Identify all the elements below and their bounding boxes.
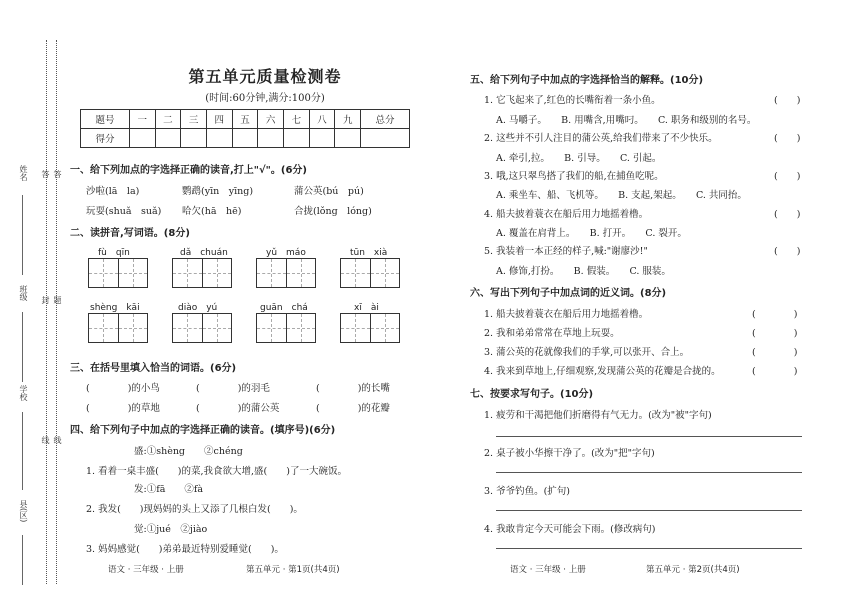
answer-paren[interactable]: ( ) <box>774 133 801 144</box>
score-cell[interactable] <box>232 129 258 148</box>
score-cell[interactable] <box>335 129 361 148</box>
answer-options[interactable]: A. 修饰,打扮。 B. 假装。 C. 服装。 <box>496 266 671 277</box>
section-1-title: 一、给下列加点的字选择正确的读音,打上"√"。(6分) <box>70 165 307 176</box>
pronunciation-options: 盛:①shèng ②chéng <box>134 446 243 457</box>
question-mark: 题 <box>53 296 62 304</box>
score-header-cell: 二 <box>155 110 181 129</box>
pinyin-label: shèng kāi <box>90 303 140 313</box>
question-sentence: 2. 我和弟弟常常在草地上玩耍。 <box>484 328 620 339</box>
question-sentence: 1. 船夫披着蓑衣在船后用力地摇着橹。 <box>484 309 649 320</box>
class-writing-line <box>22 312 23 382</box>
score-header-cell: 八 <box>309 110 335 129</box>
pinyin-label: tūn xià <box>350 248 388 258</box>
section-4-title: 四、给下列句子中加点的字选择正确的读音。(填序号)(6分) <box>70 425 336 436</box>
score-header-cell: 五 <box>232 110 258 129</box>
score-header-cell: 一 <box>129 110 155 129</box>
score-header-cell: 六 <box>258 110 284 129</box>
pinyin-label: diào yú <box>178 303 218 313</box>
question-sentence[interactable]: 2. 我发( )现妈妈的头上又添了几根白发( )。 <box>86 504 303 515</box>
section-2-title: 二、读拼音,写词语。(8分) <box>70 228 190 239</box>
score-cell[interactable] <box>129 129 155 148</box>
school-writing-line <box>22 412 23 490</box>
score-cell[interactable] <box>284 129 310 148</box>
answer-paren[interactable]: ( ) <box>774 171 801 182</box>
answer-options[interactable]: A. 覆盖在肩背上。 B. 打开。 C. 裂开。 <box>496 228 687 239</box>
binding-dotted-line-outer <box>46 40 47 584</box>
sec1-item[interactable]: 蒲公英(bú pú) <box>294 186 364 197</box>
question-sentence[interactable]: 1. 看着一桌丰盛( )的菜,我食欲大增,盛( )了一大碗饭。 <box>86 466 347 477</box>
answer-paren[interactable]: ( ) <box>752 366 798 377</box>
fill-blank-item[interactable]: ( )的花瓣 <box>316 403 390 414</box>
binding-dotted-line-inner <box>56 40 57 584</box>
score-row-label: 得分 <box>81 129 130 148</box>
writing-boxes[interactable] <box>172 313 232 343</box>
writing-boxes[interactable] <box>172 258 232 288</box>
footer-subject: 语文 · 三年级 · 上册 <box>510 565 586 575</box>
answer-line[interactable] <box>496 548 802 549</box>
writing-boxes[interactable] <box>88 313 148 343</box>
sec1-item[interactable]: 鹦鹉(yīn yīng) <box>182 186 254 197</box>
score-header-cell: 题号 <box>81 110 130 129</box>
sec1-item[interactable]: 合拢(lǒng lóng) <box>294 206 372 217</box>
sec1-item[interactable]: 玩耍(shuǎ suǎ) <box>86 206 162 217</box>
score-table-row <box>81 129 410 148</box>
question-sentence[interactable]: 3. 妈妈感觉( )弟弟最近特别爱睡觉( )。 <box>86 544 284 555</box>
score-header-cell: 九 <box>335 110 361 129</box>
name-label: 姓名 <box>19 165 28 181</box>
page-subtitle: (时间:60分钟,满分:100分) <box>205 93 325 104</box>
score-header-cell: 七 <box>284 110 310 129</box>
pinyin-label: xī ài <box>354 303 379 313</box>
answer-paren[interactable]: ( ) <box>774 95 801 106</box>
writing-boxes[interactable] <box>88 258 148 288</box>
seal-mark: 封 <box>41 296 50 304</box>
answer-options[interactable]: A. 乘坐车、船、飞机等。 B. 支起,架起。 C. 共同抬。 <box>496 190 747 201</box>
score-cell[interactable] <box>181 129 207 148</box>
footer-page-number: 第五单元 · 第1页(共4页) <box>246 565 340 575</box>
answer-paren[interactable]: ( ) <box>752 328 798 339</box>
answer-options[interactable]: A. 牵引,拉。 B. 引导。 C. 引起。 <box>496 153 662 164</box>
answer-paren[interactable]: ( ) <box>752 347 798 358</box>
pinyin-label: guān chá <box>260 303 308 313</box>
question-sentence: 4. 船夫披着蓑衣在船后用力地摇着橹。 <box>484 209 649 220</box>
pronunciation-options: 觉:①jué ②jiào <box>134 524 208 535</box>
section-5-title: 五、给下列句子中加点的字选择恰当的解释。(10分) <box>470 75 704 86</box>
no-answer-mark-2: 答 <box>53 170 62 178</box>
score-header-cell: 四 <box>206 110 232 129</box>
line-mark-2: 线 <box>53 436 62 444</box>
footer-subject: 语文 · 三年级 · 上册 <box>108 565 184 575</box>
question-sentence: 3. 蒲公英的花就像我们的手掌,可以张开、合上。 <box>484 347 690 358</box>
section-6-title: 六、写出下列句子中加点词的近义词。(8分) <box>470 288 667 299</box>
county-writing-line <box>22 535 23 585</box>
score-table-header-row <box>81 110 410 129</box>
sec1-item[interactable]: 哈欠(hā hē) <box>182 206 242 217</box>
line-mark-1: 线 <box>41 436 50 444</box>
writing-boxes[interactable] <box>256 313 316 343</box>
question-sentence: 3. 哦,这只翠鸟搭了我们的船,在捕鱼吃呢。 <box>484 171 664 182</box>
section-3-title: 三、在括号里填入恰当的词语。(6分) <box>70 363 237 374</box>
fill-blank-item[interactable]: ( )的小鸟 <box>86 383 160 394</box>
answer-line[interactable] <box>496 510 802 511</box>
question-sentence: 1. 它飞起来了,红色的长嘴衔着一条小鱼。 <box>484 95 661 106</box>
answer-paren[interactable]: ( ) <box>774 246 801 257</box>
question-sentence: 3. 爷爷钓鱼。(扩句) <box>484 486 570 497</box>
answer-paren[interactable]: ( ) <box>752 309 798 320</box>
section-7-title: 七、按要求写句子。(10分) <box>470 389 594 400</box>
sec1-item[interactable]: 沙啦(lā la) <box>86 186 140 197</box>
question-sentence: 2. 桌子被小华擦干净了。(改为"把"字句) <box>484 448 655 459</box>
score-cell[interactable] <box>258 129 284 148</box>
fill-blank-item[interactable]: ( )的羽毛 <box>196 383 270 394</box>
footer-page-number: 第五单元 · 第2页(共4页) <box>646 565 740 575</box>
writing-boxes[interactable] <box>340 313 400 343</box>
question-sentence: 4. 我敢肯定今天可能会下雨。(修改病句) <box>484 524 656 535</box>
writing-boxes[interactable] <box>340 258 400 288</box>
answer-line[interactable] <box>496 436 802 437</box>
score-table <box>80 109 410 148</box>
fill-blank-item[interactable]: ( )的蒲公英 <box>196 403 280 414</box>
no-answer-mark-1: 答 <box>41 170 50 178</box>
question-sentence: 5. 我装着一本正经的样子,喊:"谢廖沙!" <box>484 246 648 257</box>
score-cell[interactable] <box>206 129 232 148</box>
score-cell[interactable] <box>361 129 410 148</box>
score-header-cell: 总分 <box>361 110 410 129</box>
class-label: 班级 <box>19 285 28 301</box>
score-cell[interactable] <box>155 129 181 148</box>
answer-paren[interactable]: ( ) <box>774 209 801 220</box>
fill-blank-item[interactable]: ( )的草地 <box>86 403 160 414</box>
score-header-cell: 三 <box>181 110 207 129</box>
pinyin-label: fù qīn <box>98 248 130 258</box>
name-writing-line <box>22 195 23 275</box>
answer-line[interactable] <box>496 472 802 473</box>
pronunciation-options: 发:①fā ②fà <box>134 484 204 495</box>
answer-options[interactable]: A. 马嚼子。 B. 用嘴含,用嘴叼。 C. 职务和级别的名号。 <box>496 115 757 126</box>
score-cell[interactable] <box>309 129 335 148</box>
pinyin-label: yǔ máo <box>266 248 306 258</box>
question-sentence: 2. 这些并不引人注目的蒲公英,给我们带来了不少快乐。 <box>484 133 718 144</box>
school-label: 学校 <box>19 385 28 401</box>
question-sentence: 1. 疲劳和干渴把他们折磨得有气无力。(改为"被"字句) <box>484 410 712 421</box>
fill-blank-item[interactable]: ( )的长嘴 <box>316 383 390 394</box>
pinyin-label: dǎ chuán <box>180 248 228 258</box>
writing-boxes[interactable] <box>256 258 316 288</box>
page-title: 第五单元质量检测卷 <box>188 67 342 86</box>
question-sentence: 4. 我来到草地上,仔细观察,发现蒲公英的花瓣是合拢的。 <box>484 366 721 377</box>
county-label: 县(区) <box>19 500 28 523</box>
